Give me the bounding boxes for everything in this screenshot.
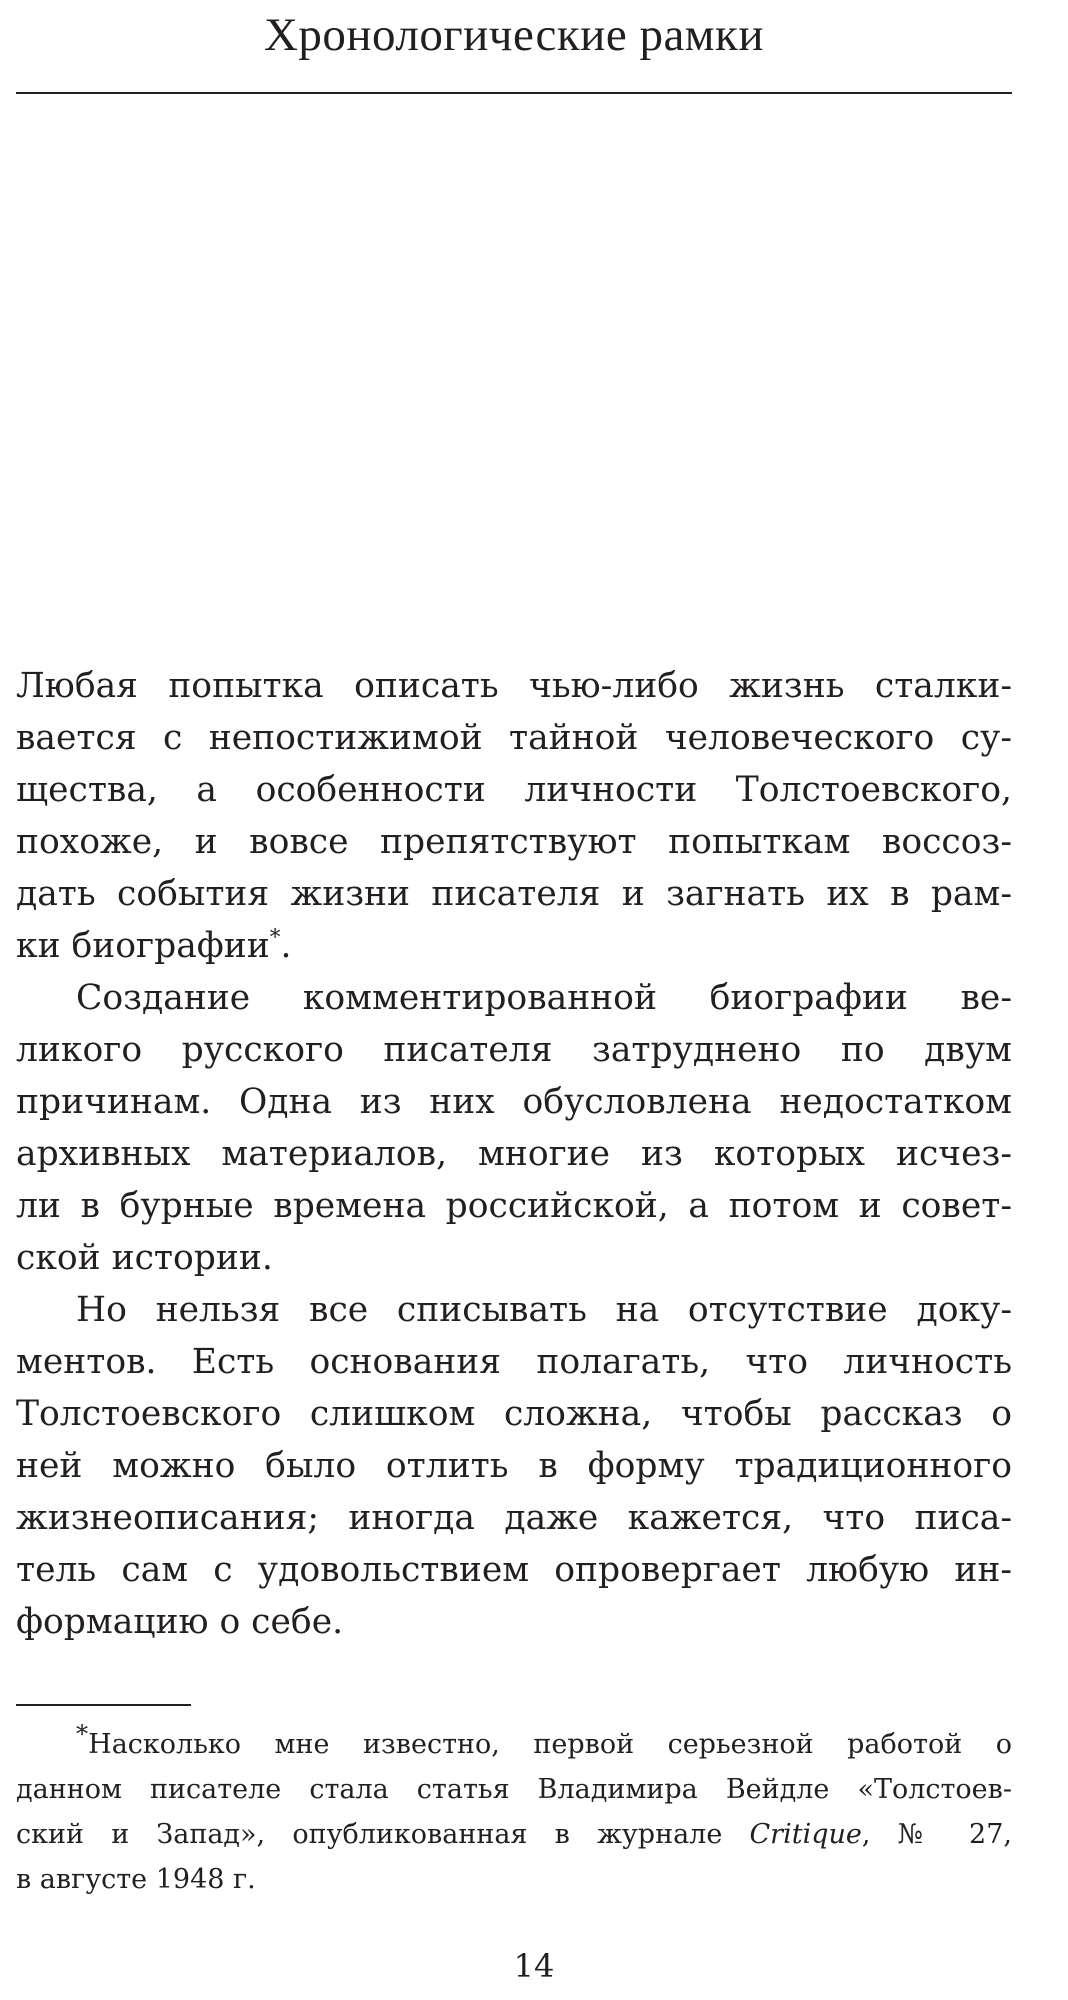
paragraph-1-line-2: вается с непостижимой тайной человеческого су- (16, 718, 1012, 758)
paragraph-2-line-1: Создание комментированной биографии ве- (76, 978, 1012, 1018)
journal-title: Critique (749, 1819, 862, 1850)
paragraph-1-line-4: похоже, и вовсе препятствуют попыткам воссоз- (16, 822, 1012, 862)
running-header (16, 0, 1012, 94)
chapter-title: Хронологические рамки (263, 9, 765, 61)
paragraph-2-line-5: ли в бурные времена российской, а потом и совет- (16, 1186, 1012, 1226)
footnote-line-2: данном писателе стала статья Владимира Вейдле «Толстоев- (16, 1774, 1012, 1805)
footnote-marker: * (76, 1719, 89, 1749)
paragraph-1-line-5: дать события жизни писателя и загнать их в рам- (16, 874, 1012, 914)
footnote-divider (16, 1704, 191, 1706)
paragraph-2-line-2: ликого русского писателя затруднено по двум (16, 1030, 1012, 1070)
footnote-line-3-text: ский и Запад», опубликованная в журнале (16, 1819, 750, 1850)
paragraph-3-line-7: формацию о себе. (16, 1602, 344, 1642)
paragraph-2-line-6: ской истории. (16, 1238, 273, 1278)
footnote (16, 1719, 1012, 1902)
body-text (16, 660, 1012, 1648)
paragraph-3-line-3: Толстоевского слишком сложна, чтобы рассказ о (16, 1394, 1012, 1434)
paragraph-1-line-3: щества, а особенности личности Толстоевского, (16, 770, 1012, 810)
footnote-line-3-tail: , № 27, (861, 1819, 1012, 1850)
footnote-reference[interactable]: * (269, 925, 281, 951)
footnote-line-1 (16, 1719, 1012, 1767)
paragraph-2-line-4: архивных материалов, многие из которых исчез- (16, 1134, 1012, 1174)
footnote-line-1-text: Насколько мне известно, первой серьезной работой о (88, 1729, 1012, 1760)
paragraph-3-line-1: Но нельзя все списывать на отсутствие доку- (76, 1290, 1012, 1330)
paragraph-1-line-1: Любая попытка описать чью-либо жизнь сталки- (16, 666, 1012, 706)
paragraph-3-line-6: тель сам с удовольствием опровергает любую ин- (16, 1550, 1012, 1590)
paragraph-3-line-2: ментов. Есть основания полагать, что личность (16, 1342, 1012, 1382)
sentence-period: . (280, 926, 292, 966)
footnote-line-4: в августе 1948 г. (16, 1864, 256, 1895)
paragraph-1-line-6 (16, 920, 1012, 972)
page-number: 14 (513, 1947, 555, 1985)
footnote-line-3 (16, 1812, 1012, 1857)
paragraph-3-line-4: ней можно было отлить в форму традиционного (16, 1446, 1012, 1486)
paragraph-1-line-6-text: ки биографии (16, 926, 270, 966)
paragraph-2-line-3: причинам. Одна из них обусловлена недостатком (16, 1082, 1012, 1122)
paragraph-3-line-5: жизнеописания; иногда даже кажется, что писа- (16, 1498, 1012, 1538)
